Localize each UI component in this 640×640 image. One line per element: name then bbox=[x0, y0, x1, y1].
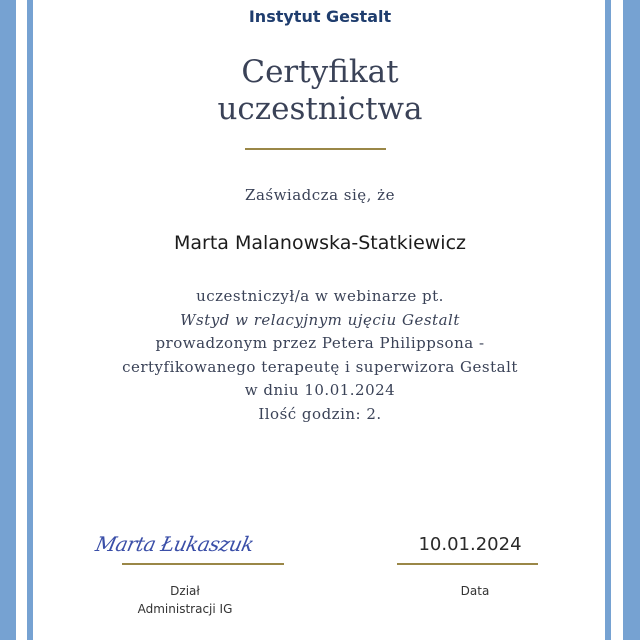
detail-line: uczestniczył/a w webinarze pt. bbox=[196, 287, 444, 305]
title-line-2: uczestnictwa bbox=[217, 91, 423, 127]
signature-label-line-2: Administracji IG bbox=[137, 602, 233, 616]
signature-label-line-1: Dział bbox=[170, 584, 200, 598]
detail-line: certyfikowanego terapeutę i superwizora Gestalt bbox=[122, 357, 518, 376]
certificate-details bbox=[0, 285, 640, 426]
detail-line: Ilość godzin: 2. bbox=[258, 404, 382, 423]
institution-name: Instytut Gestalt bbox=[248, 7, 392, 26]
signature-label bbox=[110, 582, 260, 618]
title-divider bbox=[245, 148, 386, 150]
certificate-title bbox=[0, 54, 640, 128]
date-label: Data bbox=[460, 584, 490, 598]
date-rule bbox=[397, 563, 538, 565]
detail-line: prowadzonym przez Petera Philippsona - bbox=[155, 334, 485, 352]
title-line-1: Certyfikat bbox=[241, 54, 399, 90]
participant-name: Marta Malanowska-Statkiewicz bbox=[173, 232, 467, 254]
intro-text: Zaświadcza się, że bbox=[245, 186, 395, 204]
date-value: 10.01.2024 bbox=[418, 534, 522, 555]
detail-line: w dniu 10.01.2024 bbox=[244, 381, 396, 399]
signature: Marta Łukaszuk bbox=[93, 532, 256, 556]
signature-rule bbox=[122, 563, 284, 565]
webinar-title: Wstyd w relacyjnym ujęciu Gestalt bbox=[180, 310, 460, 329]
